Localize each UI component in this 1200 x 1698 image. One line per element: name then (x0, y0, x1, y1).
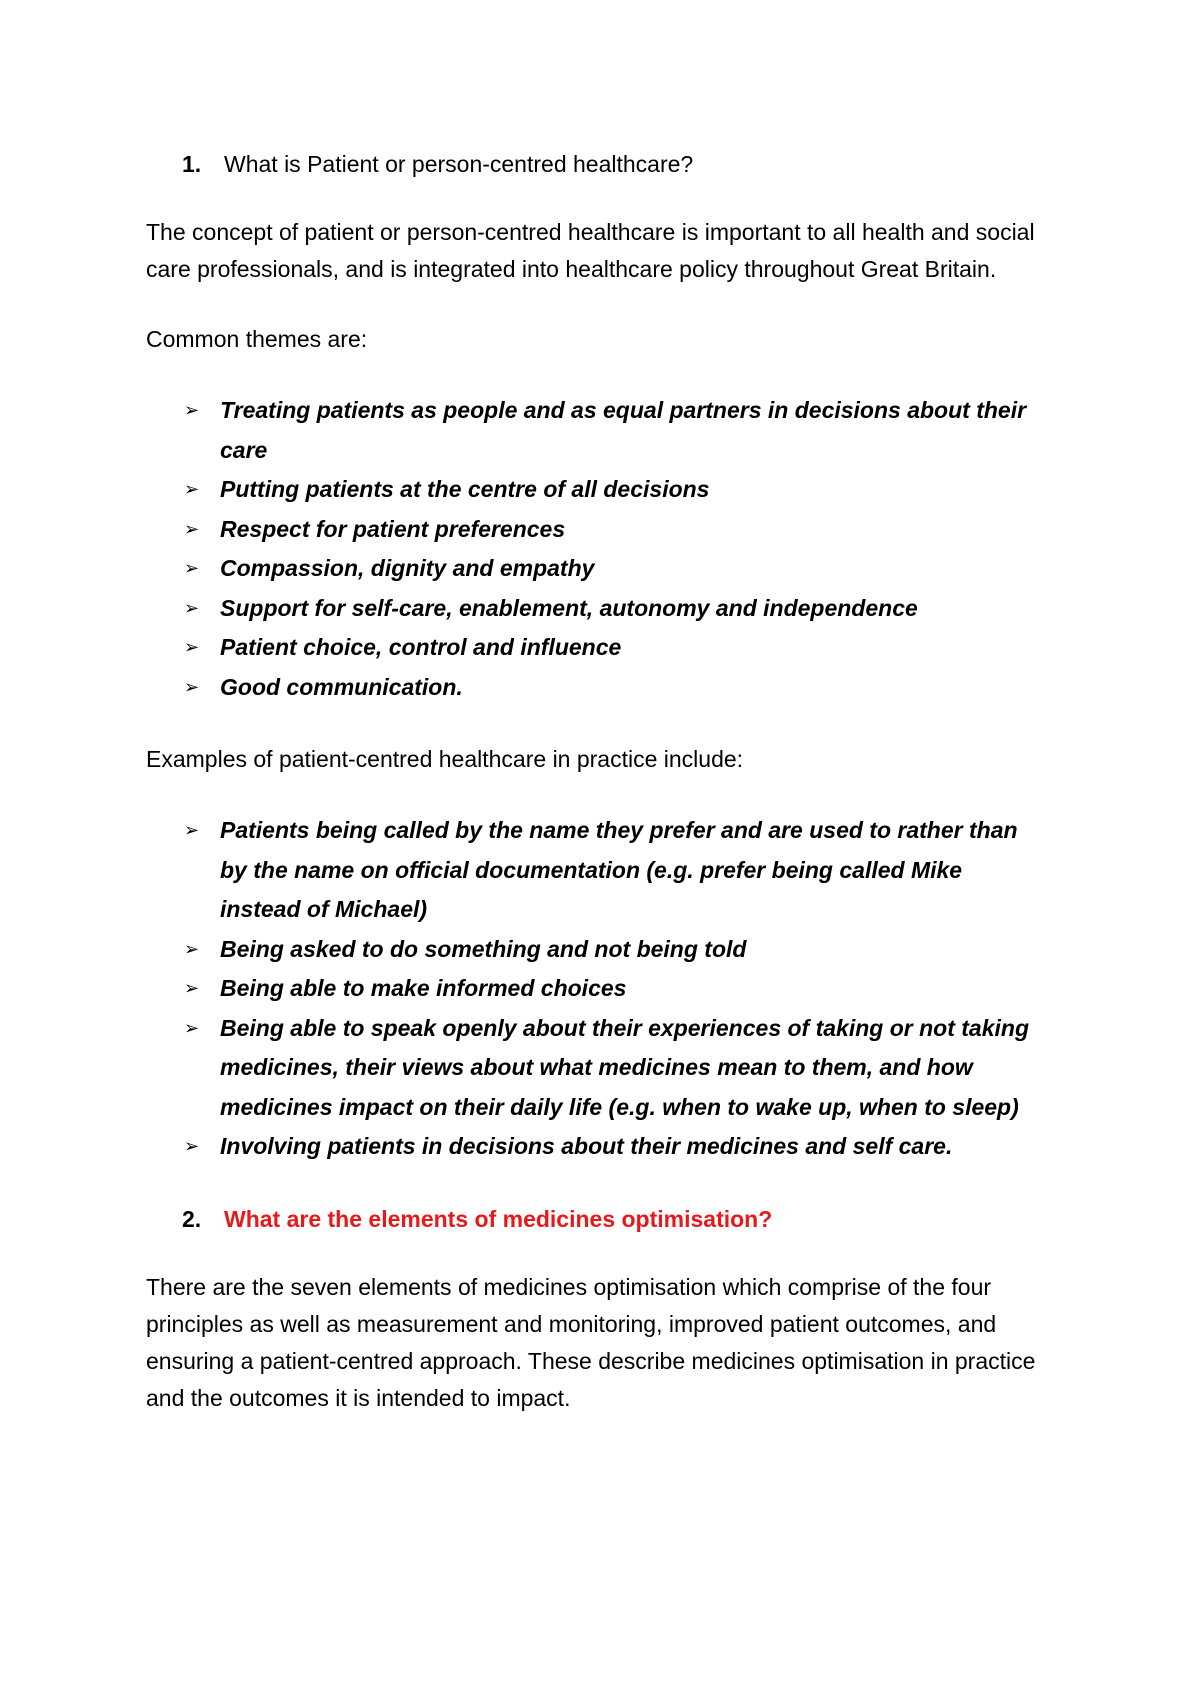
section-1-number: 1. (182, 151, 202, 177)
list-item: ➢ Respect for patient preferences (146, 510, 1076, 550)
list-item: ➢ Involving patients in decisions about their medicines and self care. (146, 1127, 1076, 1167)
section-2-body: There are the seven elements of medicines optimisation which comprise of the four principles as well as measurement and monitoring, improved patient outcomes, and ensuring a patient-centred approach. These describe medicines optimisation in practice and the outcomes it is intended to impact. (146, 1273, 1036, 1411)
arrow-bullet-icon: ➢ (184, 479, 200, 500)
list-item: ➢ Good communication. (146, 668, 1076, 708)
list-item: ➢ Patients being called by the name they prefer and are used to rather than by the name on official documentation (e.g. prefer being called Mike instead of Michael) (146, 811, 1076, 930)
list-item: ➢ Being asked to do something and not being told (146, 930, 1076, 970)
arrow-bullet-icon: ➢ (184, 558, 200, 579)
arrow-bullet-icon: ➢ (184, 1017, 200, 1039)
section-1-heading (146, 146, 1076, 183)
arrow-bullet-icon: ➢ (184, 400, 200, 421)
arrow-bullet-icon: ➢ (184, 978, 200, 999)
arrow-bullet-icon: ➢ (184, 820, 200, 841)
arrow-bullet-icon: ➢ (184, 1136, 200, 1157)
arrow-bullet-icon: ➢ (184, 597, 200, 619)
list-item: ➢ Putting patients at the centre of all decisions (146, 470, 1076, 510)
examples-lead: Examples of patient-centred healthcare in practice include: (146, 746, 744, 772)
arrow-bullet-icon: ➢ (184, 676, 200, 698)
list-item: ➢ Treating patients as people and as equal partners in decisions about their care (146, 391, 1076, 470)
section-2-number: 2. (182, 1205, 202, 1232)
list-item: ➢ Being able to speak openly about their experiences of taking or not taking medicines, their views about what medicines mean to them, and how medicines impact on their daily life (e.g. when to wake up, when to sleep) (146, 1009, 1076, 1128)
section-1-intro: The concept of patient or person-centred healthcare is important to all health and social care professionals, and is integrated into healthcare policy throughout Great Britain. (146, 219, 1035, 282)
themes-list (146, 391, 1076, 707)
examples-list (146, 811, 1076, 1167)
themes-lead: Common themes are: (146, 326, 368, 352)
section-2-title: What are the elements of medicines optimisation? (224, 1205, 773, 1232)
arrow-bullet-icon: ➢ (184, 637, 200, 658)
section-2-heading (146, 1201, 1076, 1238)
list-item: ➢ Being able to make informed choices (146, 969, 1076, 1009)
section-1-title: What is Patient or person-centred healthcare? (224, 151, 694, 177)
list-item: ➢ Compassion, dignity and empathy (146, 549, 1076, 589)
document-content (146, 146, 1076, 1450)
arrow-bullet-icon: ➢ (184, 518, 200, 540)
arrow-bullet-icon: ➢ (184, 938, 200, 960)
list-item: ➢ Patient choice, control and influence (146, 628, 1076, 668)
list-item: ➢ Support for self-care, enablement, autonomy and independence (146, 589, 1076, 629)
